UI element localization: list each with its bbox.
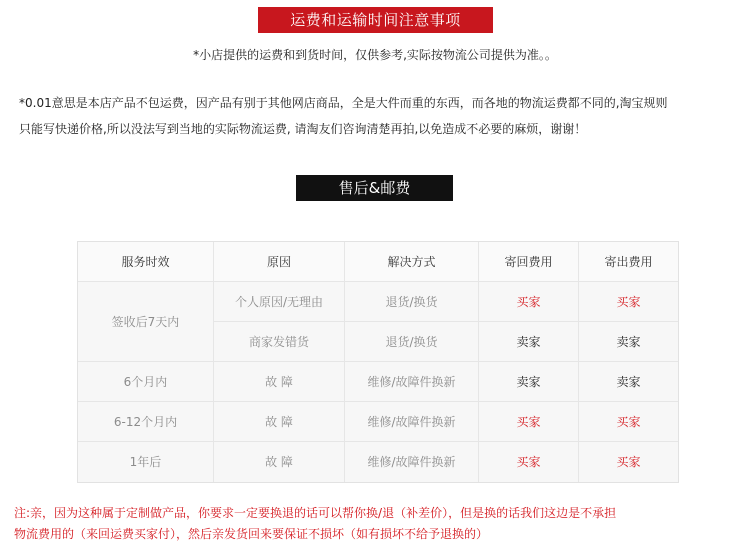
reason-cell: 故 障 — [214, 442, 345, 482]
send-fee-cell: 卖家 — [579, 322, 678, 362]
period-6-12months: 6-12个月内 — [78, 402, 214, 442]
solution-cell: 退货/换货 — [345, 282, 479, 322]
header-service-period: 服务时效 — [78, 242, 214, 282]
send-fee-cell: 买家 — [579, 402, 678, 442]
reason-cell: 商家发错货 — [214, 322, 345, 362]
custom-product-footer-note — [14, 503, 744, 545]
paragraph-line-2: 只能写快递价格,所以没法写到当地的实际物流运费, 请淘友们咨询清楚再拍,以免造成不必要的麻烦，谢谢！ — [19, 122, 587, 136]
return-fee-cell: 卖家 — [479, 362, 579, 402]
after-sales-table — [77, 241, 679, 483]
paragraph-line-1: *0.01意思是本店产品不包运费，因产品有别于其他网店商品，全是大件而重的东西，而各地的物流运费都不同的,淘宝规则 — [19, 96, 668, 110]
solution-cell: 维修/故障件换新 — [345, 362, 479, 402]
header-return-fee: 寄回费用 — [479, 242, 579, 282]
solution-cell: 退货/换货 — [345, 322, 479, 362]
return-fee-cell: 买家 — [479, 402, 579, 442]
footer-line-2: 物流费用的（来回运费买家付），然后亲发货回来要保证不损坏（如有损坏不给予退换的） — [14, 527, 489, 541]
reason-cell: 故 障 — [214, 362, 345, 402]
reason-cell: 故 障 — [214, 402, 345, 442]
send-fee-cell: 卖家 — [579, 362, 678, 402]
send-fee-cell: 买家 — [579, 282, 678, 322]
footer-line-1: 注:亲，因为这种属于定制做产品，你要求一定要换退的话可以帮你换/退（补差价），但是换的话我们这边是不承担 — [14, 506, 617, 520]
shipping-reference-note: *小店提供的运费和到货时间，仅供参考,实际按物流公司提供为准。。 — [193, 48, 557, 62]
solution-cell: 维修/故障件换新 — [345, 442, 479, 482]
return-fee-cell: 买家 — [479, 442, 579, 482]
reason-cell: 个人原因/无理由 — [214, 282, 345, 322]
header-solution: 解决方式 — [345, 242, 479, 282]
header-send-fee: 寄出费用 — [579, 242, 678, 282]
header-reason: 原因 — [214, 242, 345, 282]
shipping-notice-title: 运费和运输时间注意事项 — [258, 7, 493, 33]
period-6months: 6个月内 — [78, 362, 214, 402]
shipping-fee-paragraph — [19, 90, 737, 142]
return-fee-cell: 买家 — [479, 282, 579, 322]
period-after-1year: 1年后 — [78, 442, 214, 482]
solution-cell: 维修/故障件换新 — [345, 402, 479, 442]
after-sales-title: 售后&邮费 — [296, 175, 453, 201]
return-fee-cell: 卖家 — [479, 322, 579, 362]
period-7days: 签收后7天内 — [78, 282, 214, 362]
send-fee-cell: 买家 — [616, 455, 641, 469]
